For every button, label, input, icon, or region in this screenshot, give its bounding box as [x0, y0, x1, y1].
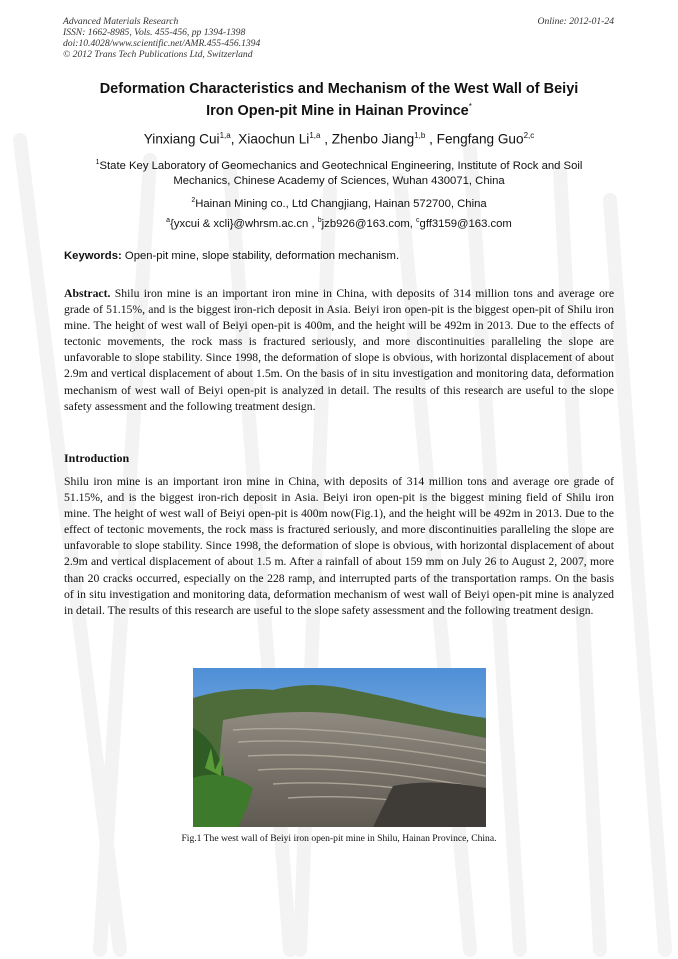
author-sup: 2,c	[523, 131, 535, 140]
section-heading-introduction: Introduction	[64, 451, 130, 465]
open-pit-mine-photo	[193, 668, 486, 827]
figure-caption: Fig.1 The west wall of Beiyi iron open-pit mine in Shilu, Hainan Province, China.	[181, 833, 497, 844]
author-sup: 1,a	[309, 131, 321, 140]
paper-title	[60, 80, 618, 120]
keywords-text: Open-pit mine, slope stability, deformation mechanism.	[124, 250, 400, 262]
mine-photo-illustration	[193, 668, 486, 827]
affiliation-2: $^2$Hainan Mining co., Ltd Changjiang, Hainan 572700, China	[191, 197, 487, 210]
title-line-1: Deformation Characteristics and Mechanism of the West Wall of Beiyi	[99, 81, 579, 97]
author-list: Yinxiang Cui$^{1,a}$, Xiaochun Li$^{1,a}$ , Zhenbo Jiang$^{1,b}$ , Fengfang Guo$^{2,c}$	[143, 131, 535, 147]
title-line-2: Iron Open-pit Mine in Hainan Province*	[206, 102, 472, 119]
email-a[interactable]: {yxcui & xcli}@whrsm.ac.cn ,	[170, 217, 315, 230]
online-date: Online: 2012-01-24	[537, 16, 614, 27]
author-name: Xiaochun Li	[238, 131, 310, 147]
keywords-label: Keywords:	[64, 250, 122, 262]
author-sup: 1,b	[414, 131, 426, 140]
author-name: Fengfang Guo	[436, 131, 524, 147]
copyright-line: © 2012 Trans Tech Publications Ltd, Switzerland	[63, 49, 253, 60]
email-b[interactable]: jzb926@163.com,	[321, 217, 413, 230]
issn-line: ISSN: 1662-8985, Vols. 455-456, pp 1394-1398	[63, 27, 246, 38]
journal-header	[63, 16, 260, 60]
keywords	[64, 250, 614, 262]
email-addresses: $^a${yxcui & xcli}@whrsm.ac.cn , $^b$jzb926@163.com, $^c$gff3159@163.com	[166, 217, 512, 230]
author-name: Yinxiang Cui	[143, 131, 220, 147]
doi-line: doi:10.4028/www.scientific.net/AMR.455-456.1394	[63, 38, 261, 49]
author-name: Zhenbo Jiang	[331, 131, 415, 147]
author-sup: 1,a	[219, 131, 231, 140]
abstract-text: Shilu iron mine is an important iron mine in China, with deposits of 314 million tons and average ore grade of 51.15%, and is the biggest iron-rich deposit in Asia. Beiyi iron open-pit is the biggest open-pit of Shilu iron mine. The height of west wall of Beiyi open-pit is 400m, and the height will be 492m in 2013. Due to the effects of tectonic movements, the rock mass is fractured seriously, and more discontinuities paralleling the slope are unfavorable to slope stability. Since 1998, the deformation of slope is obvious, with horizontal displacement of about 2.9m and vertical displacement of about 1.5m. On the basis of in situ investigation and monitoring data, deformation mechanism of west wall of Beiyi open-pit is analyzed in detail. The results of this research are useful to the slope safety assessment and the following treatment design.	[64, 287, 615, 413]
journal-name: Advanced Materials Research	[63, 16, 179, 27]
introduction-body: Shilu iron mine is an important iron mine in China, with deposits of 314 million tons and average ore grade of 51.15%, and is the biggest iron-rich deposit in Asia. Beiyi iron open-pit is the biggest mining field of Shilu iron mine. The height of west wall of Beiyi open-pit is 400m now(Fig.1), and the height will be 492m in 2013. Due to the effect of tectonic movements, the rock mass is fractured seriously, and more discontinuities paralleling the slope are unfavorable to slope stability. Since 1998, the deformation of slope is obvious, with horizontal displacement of about 2.9m and vertical displacement of about 1.5 m. After a rainfall of about 159 mm on July 26 to August 2, 2007, more than 20 cracks occurred, especially on the 228 ramp, and interrupted parts of the transportation ramps. On the basis of in situ investigation and monitoring data, deformation mechanism of west wall of Beiyi open-pit mine is analyzed in detail. The results of this research are useful to the slope safety assessment and the following treatment design.	[64, 475, 614, 617]
abstract	[64, 286, 614, 415]
title-footnote-mark: *	[468, 102, 472, 111]
email-c[interactable]: gff3159@163.com	[419, 217, 512, 230]
affiliation-1: $^1$State Key Laboratory of Geomechanics and Geotechnical Engineering, Institute of Rock and Soil Mechanics, Chinese Academy of Sciences, Wuhan 430071, China	[95, 159, 583, 188]
abstract-label: Abstract.	[64, 287, 111, 300]
